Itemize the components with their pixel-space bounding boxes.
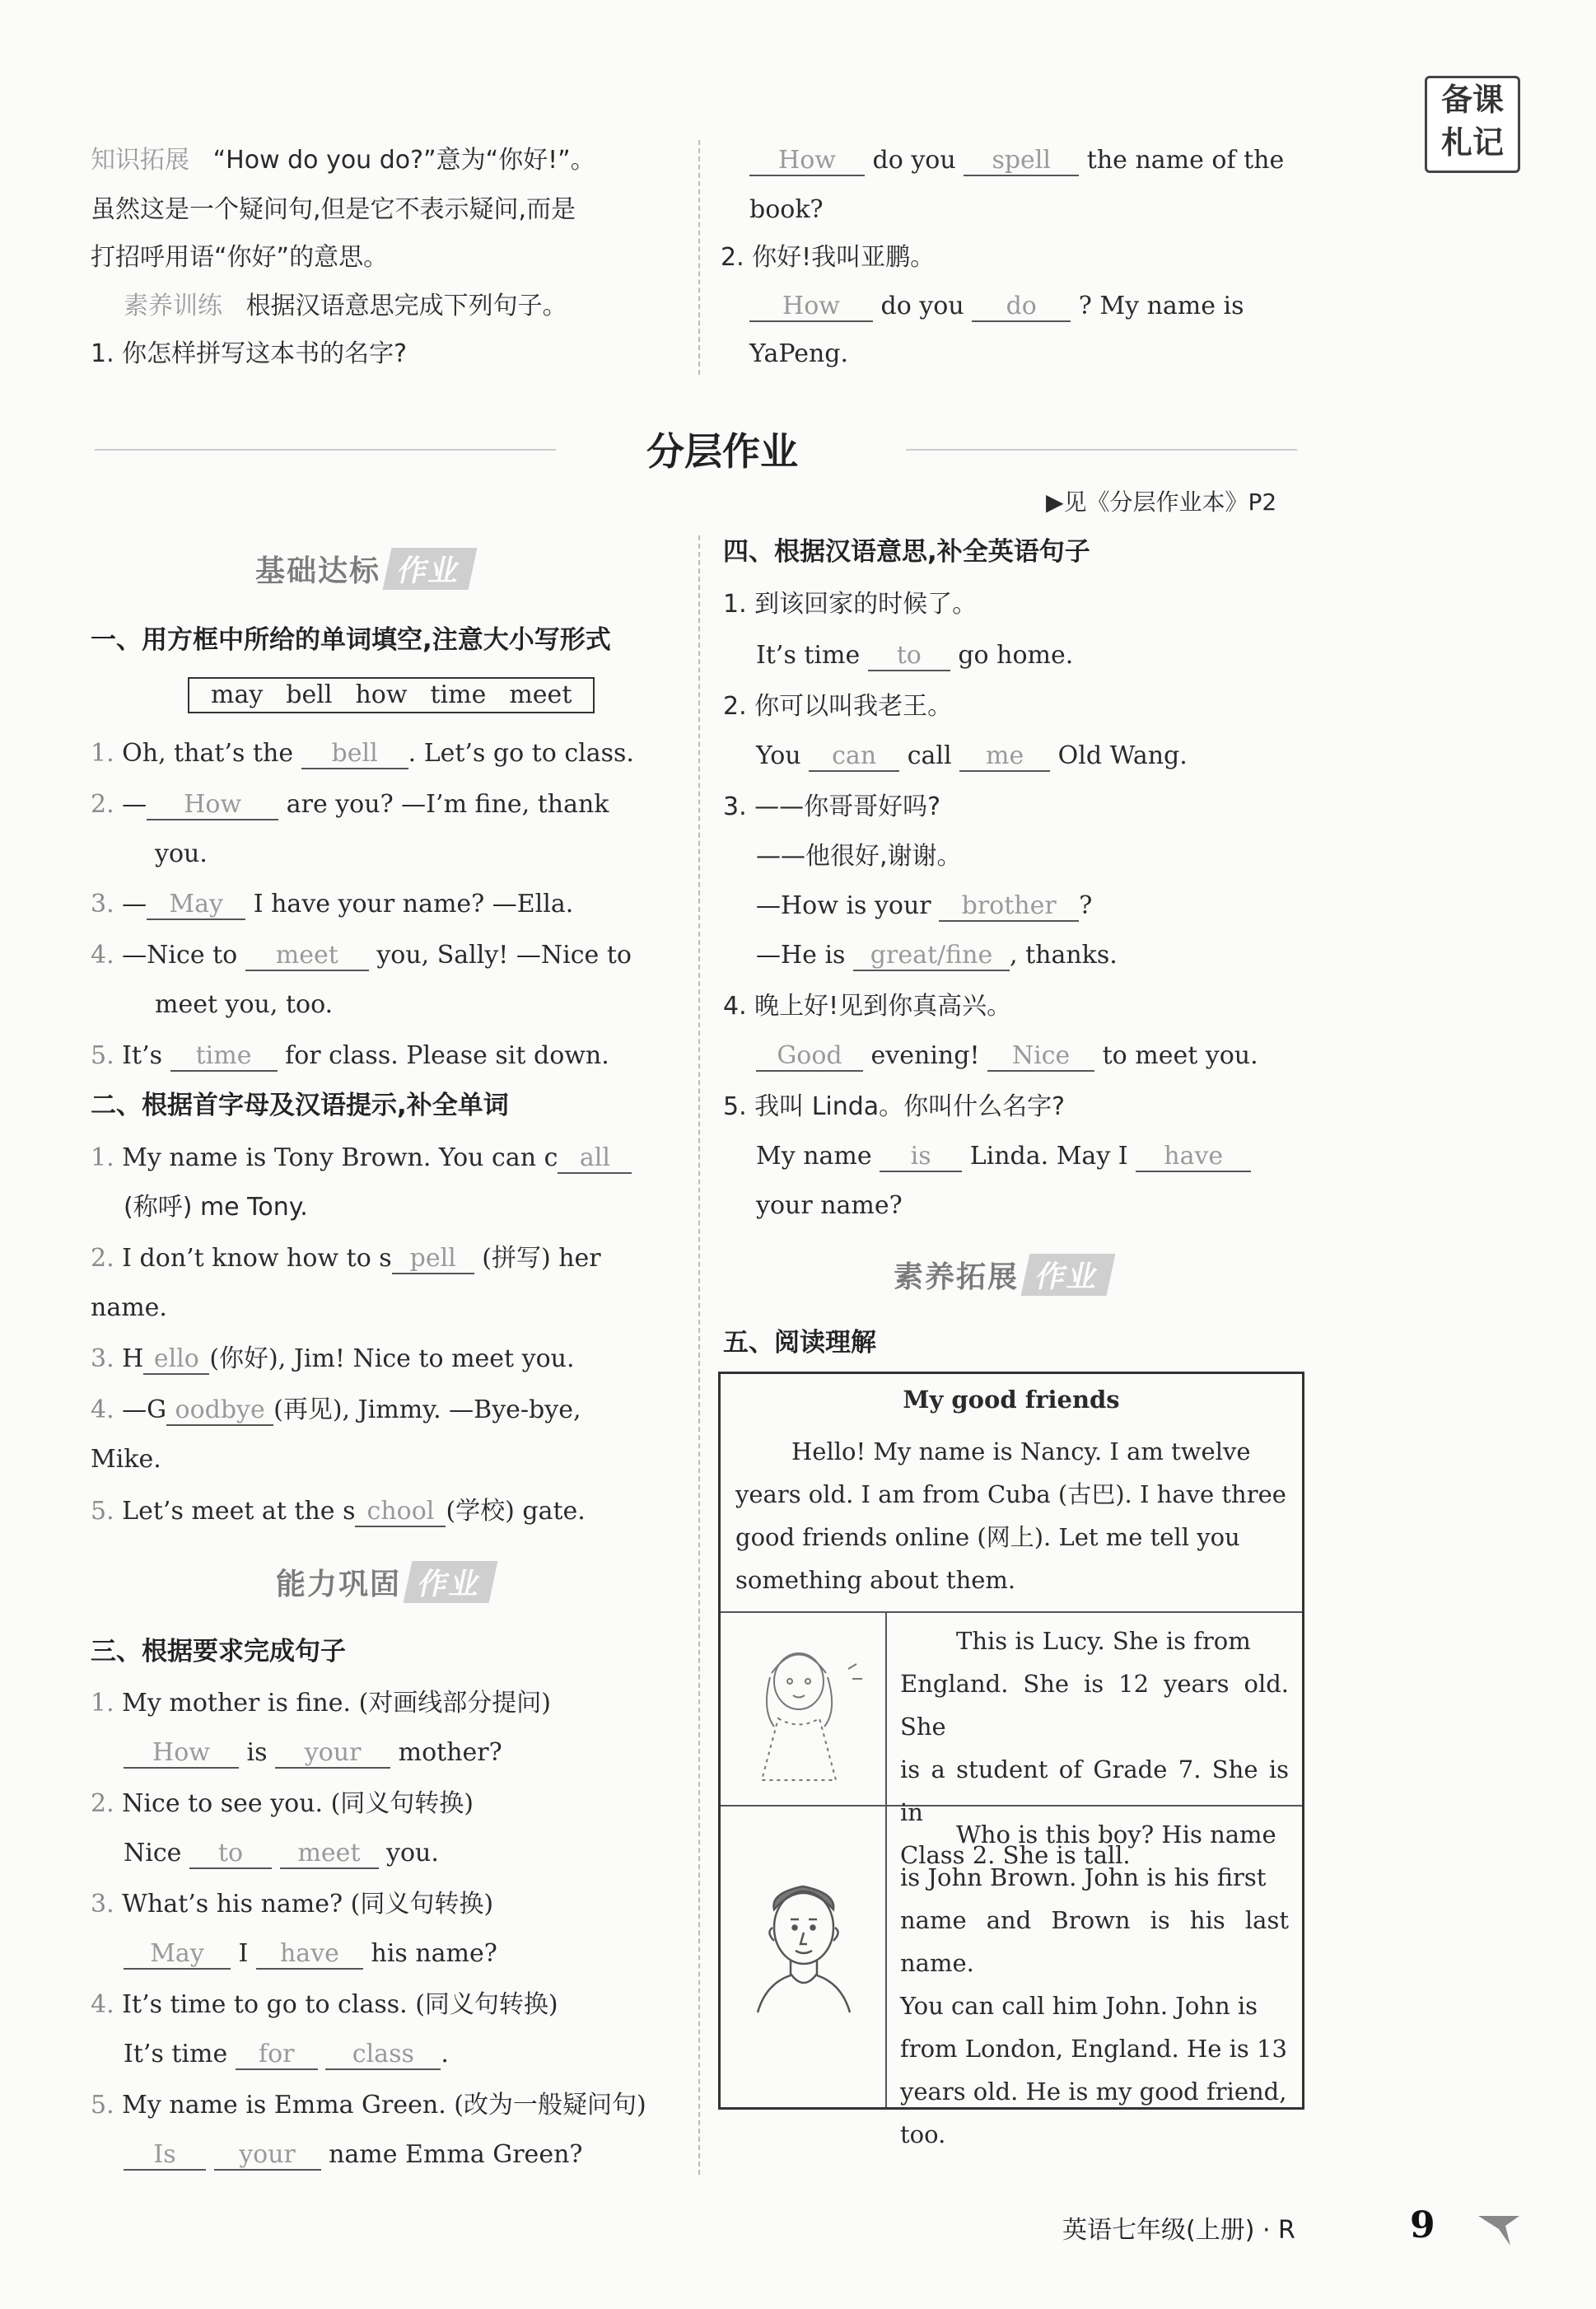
- s4-q2: 2. 你可以叫我老王。: [723, 692, 953, 721]
- girl-illustration-icon: [737, 1636, 869, 1793]
- intro-q1-cont: book?: [749, 195, 824, 224]
- john-line: years old. He is my good friend,: [900, 2078, 1287, 2106]
- text: ? My name is: [1078, 292, 1244, 320]
- answer-blank: spell: [964, 147, 1079, 176]
- text: Nice to see you. (同义句转换): [122, 1789, 474, 1818]
- s2-item-2-cont: name.: [91, 1293, 167, 1322]
- banner-title: 分层作业: [646, 429, 798, 474]
- answer-blank: bell: [301, 740, 408, 769]
- s1-item-4-cont: meet you, too.: [155, 990, 334, 1019]
- text: —: [122, 890, 147, 918]
- banner-rule-right: [906, 449, 1297, 451]
- basic-badge: [255, 548, 473, 590]
- s3-item-3-q: [91, 1888, 493, 1921]
- item-number: 2.: [91, 1244, 114, 1273]
- text: mother?: [398, 1738, 502, 1767]
- answer-blank: for: [236, 2040, 318, 2070]
- word-box: [188, 677, 595, 713]
- answer-blank: May: [147, 890, 245, 920]
- answer-blank: can: [809, 742, 899, 772]
- word-bell: bell: [286, 680, 333, 709]
- tip-line-3: 打招呼用语“你好”的意思。: [91, 243, 389, 272]
- answer-blank: oodbye: [166, 1396, 273, 1426]
- item-number: 5.: [91, 1041, 114, 1070]
- intro-line: years old. I am from Cuba (古巴). I have three: [735, 1480, 1286, 1508]
- word-may: may: [211, 680, 264, 709]
- section-1-title: 一、用方框中所给的单词填空,注意大小写形式: [91, 625, 611, 655]
- answer-blank: chool: [355, 1498, 446, 1527]
- text: Let’s meet at the s: [122, 1497, 356, 1526]
- text: name Emma Green?: [329, 2140, 583, 2169]
- text: My name is Emma Green. (改为一般疑问句): [122, 2091, 646, 2120]
- s4-q4: 4. 晚上好!见到你真高兴。: [723, 992, 1012, 1021]
- answer-blank: to: [189, 1839, 272, 1869]
- answer-blank: your: [275, 1739, 390, 1769]
- stamp-line-2: 札记: [1440, 124, 1504, 161]
- s3-item-2-a: [124, 1837, 439, 1870]
- tip-text-1: “How do you do?”意为“你好!”。: [212, 146, 595, 175]
- text: are you? —I’m fine, thank: [286, 790, 609, 819]
- s3-item-5-q: [91, 2089, 646, 2122]
- answer-blank: ello: [143, 1345, 209, 1375]
- lucy-line: Class 2. She is tall.: [900, 1841, 1131, 1869]
- s3-item-5-a: [124, 2138, 582, 2171]
- ability-badge-work: 作业: [404, 1561, 498, 1603]
- item-number: 2.: [91, 790, 114, 819]
- text: for class. Please sit down.: [285, 1041, 609, 1070]
- s1-item-2-cont: you.: [155, 839, 208, 868]
- item-number: 5.: [91, 1497, 114, 1526]
- answer-blank: me: [959, 742, 1050, 772]
- basic-badge-label: 基础达标: [255, 554, 381, 588]
- s3-item-4-q: [91, 1989, 558, 2022]
- answer-blank: do: [972, 292, 1071, 322]
- text: you, Sally! —Nice to: [376, 941, 632, 970]
- lucy-line: is a student of Grade 7. She is in: [900, 1755, 1289, 1826]
- item-number: 4.: [91, 941, 114, 970]
- s4-q1-a: [756, 639, 1073, 672]
- text: H: [122, 1344, 144, 1373]
- corner-arrow-icon: [1474, 2209, 1524, 2251]
- answer-blank: have: [256, 1940, 363, 1970]
- text: —How is your: [756, 891, 931, 920]
- text: to meet you.: [1102, 1041, 1258, 1070]
- text: It’s time to go to class. (同义句转换): [122, 1990, 558, 2019]
- col-divider: [885, 1611, 887, 2107]
- text: What’s his name? (同义句转换): [122, 1890, 494, 1919]
- text: I: [238, 1939, 249, 1968]
- intro-q1-answer-line: [749, 144, 1284, 177]
- answer-blank: How: [124, 1739, 239, 1769]
- s1-item-2: [91, 788, 609, 821]
- text: his name?: [371, 1939, 497, 1968]
- s3-item-3-a: [124, 1937, 497, 1970]
- answer-blank: all: [558, 1144, 632, 1174]
- text: go home.: [958, 641, 1074, 670]
- s4-q3-a2: [756, 939, 1118, 972]
- text: . Let’s go to class.: [408, 739, 634, 768]
- section-3-title: 三、根据要求完成句子: [91, 1637, 346, 1666]
- item-number: 1.: [91, 739, 114, 768]
- answer-blank: pell: [392, 1245, 474, 1274]
- text: (再见), Jimmy. —Bye-bye,: [273, 1395, 581, 1424]
- reading-intro: [735, 1430, 1287, 1601]
- extension-badge-work: 作业: [1021, 1254, 1116, 1296]
- stamp-line-1: 备课: [1440, 82, 1504, 118]
- basic-badge-work: 作业: [383, 548, 478, 590]
- intro-q2-cont: YaPeng.: [749, 339, 849, 368]
- answer-blank: time: [170, 1042, 278, 1072]
- answer-blank: is: [880, 1143, 962, 1172]
- text: (拼写) her: [482, 1244, 601, 1273]
- item-number: 2.: [91, 1789, 114, 1818]
- ability-badge: [276, 1561, 493, 1603]
- item-number: 4.: [91, 1990, 114, 2019]
- intro-q2: 2. 你好!我叫亚鹏。: [721, 243, 936, 272]
- s3-item-1-q: [91, 1687, 551, 1720]
- s4-q5: 5. 我叫 Linda。你叫什么名字?: [723, 1092, 1066, 1121]
- word-how: how: [355, 680, 408, 709]
- item-number: 1.: [91, 1143, 114, 1172]
- john-line: from London, England. He is 13: [900, 2035, 1287, 2063]
- intro-line: Hello! My name is Nancy. I am twelve: [791, 1437, 1251, 1465]
- reading-box: [718, 1372, 1304, 2148]
- s4-q3-a1: [756, 890, 1092, 923]
- item-number: 3.: [91, 1890, 114, 1919]
- s3-item-4-a: [124, 2038, 449, 2071]
- text: You: [756, 741, 801, 770]
- text: call: [907, 741, 952, 770]
- page-number: 9: [1410, 2204, 1435, 2246]
- item-number: 5.: [91, 2091, 114, 2120]
- s4-q1: 1. 到该回家的时候了。: [723, 590, 978, 619]
- text: the name of the: [1086, 146, 1285, 175]
- john-line: You can call him John. John is: [900, 1992, 1258, 2020]
- answer-blank: to: [868, 642, 950, 671]
- section-5-title: 五、阅读理解: [723, 1328, 876, 1358]
- text: —G: [122, 1395, 167, 1424]
- s4-q2-a: [756, 740, 1188, 773]
- word-meet: meet: [509, 680, 572, 709]
- s2-item-5: [91, 1495, 586, 1528]
- s1-item-1: [91, 737, 634, 770]
- answer-blank: May: [124, 1940, 231, 1970]
- s4-q4-a: [756, 1040, 1258, 1073]
- text: —Nice to: [122, 941, 238, 970]
- text: you.: [386, 1839, 439, 1867]
- train-tag: 素养训练: [124, 292, 222, 320]
- s4-q5-a: [756, 1140, 1251, 1173]
- answer-blank: your: [214, 2141, 321, 2171]
- text: do you: [880, 292, 964, 320]
- text: do you: [872, 146, 956, 175]
- text: It’s: [122, 1041, 163, 1070]
- corner-stamp: [1425, 76, 1520, 173]
- text: Linda. May I: [969, 1142, 1128, 1171]
- text: (你好), Jim! Nice to meet you.: [209, 1344, 575, 1373]
- footer-subject: 英语七年级(上册) · R: [1062, 2216, 1295, 2245]
- text: is: [246, 1738, 268, 1767]
- s2-item-1-cont: (称呼) me Tony.: [124, 1193, 308, 1222]
- train-line: [124, 290, 567, 323]
- item-number: 1.: [91, 1689, 114, 1718]
- intro-q1: 1. 你怎样拼写这本书的名字?: [91, 339, 408, 368]
- boy-illustration-icon: [741, 1868, 865, 2033]
- lucy-line: This is Lucy. She is from: [956, 1627, 1251, 1655]
- section-2-title: 二、根据首字母及汉语提示,补全单词: [91, 1091, 509, 1120]
- answer-blank: meet: [280, 1839, 379, 1869]
- text: evening!: [870, 1041, 980, 1070]
- text: , thanks.: [1010, 941, 1118, 970]
- text: ?: [1079, 891, 1093, 920]
- s2-item-4: [91, 1394, 581, 1427]
- text: (学校) gate.: [446, 1497, 586, 1526]
- s1-item-3: [91, 888, 573, 921]
- john-text: [900, 1813, 1289, 2156]
- text: Oh, that’s the: [122, 739, 294, 768]
- text: —: [122, 790, 147, 819]
- word-time: time: [430, 680, 487, 709]
- tip-line-1: [91, 144, 595, 177]
- tip-line-2: 虽然这是一个疑问句,但是它不表示疑问,而是: [91, 195, 576, 224]
- text: .: [441, 2040, 449, 2068]
- item-number: 4.: [91, 1395, 114, 1424]
- item-number: 3.: [91, 1344, 114, 1373]
- answer-blank: brother: [939, 892, 1079, 922]
- john-line: name and Brown is his last name.: [900, 1906, 1289, 1977]
- s2-item-2: [91, 1242, 601, 1275]
- intro-divider: [698, 140, 700, 375]
- answer-blank: Is: [124, 2141, 206, 2171]
- extension-badge-label: 素养拓展: [894, 1260, 1020, 1294]
- intro-line: something about them.: [735, 1566, 1016, 1594]
- text: It’s time: [124, 2040, 228, 2068]
- answer-blank: How: [147, 791, 278, 820]
- answer-blank: How: [749, 292, 873, 322]
- text: Nice: [124, 1839, 182, 1867]
- section-4-title: 四、根据汉语意思,补全英语句子: [723, 537, 1090, 567]
- banner-rule-left: [95, 449, 556, 451]
- workbook-reference: ▶见《分层作业本》P2: [1046, 488, 1277, 516]
- s3-item-1-a: [124, 1736, 502, 1769]
- text: My name: [756, 1142, 872, 1171]
- john-line: is John Brown. John is his first: [900, 1863, 1267, 1891]
- row-divider: [721, 1611, 1302, 1613]
- answer-blank: great/fine: [853, 942, 1010, 971]
- lucy-line: England. She is 12 years old. She: [900, 1670, 1289, 1741]
- answer-blank: have: [1136, 1143, 1251, 1172]
- john-line: too.: [900, 2120, 946, 2148]
- john-line: Who is this boy? His name: [956, 1821, 1276, 1849]
- s1-item-4: [91, 939, 632, 972]
- s3-item-2-q: [91, 1788, 474, 1821]
- answer-blank: Nice: [987, 1042, 1094, 1072]
- tip-tag: 知识拓展: [91, 146, 189, 175]
- column-divider: [698, 535, 700, 2175]
- s2-item-3: [91, 1343, 575, 1376]
- train-text: 根据汉语意思完成下列句子。: [245, 292, 567, 320]
- intro-q2-answer-line: [749, 290, 1244, 323]
- s4-q5-cont: your name?: [756, 1191, 903, 1220]
- text: My mother is fine. (对画线部分提问): [122, 1689, 551, 1718]
- s4-q3: 3. ——你哥哥好吗?: [723, 792, 941, 821]
- s4-q3-b: ——他很好,谢谢。: [756, 842, 962, 871]
- reading-title: My good friends: [903, 1386, 1120, 1414]
- s1-item-5: [91, 1040, 609, 1073]
- s2-item-1: [91, 1142, 632, 1175]
- intro-line: good friends online (网上). Let me tell you: [735, 1523, 1240, 1551]
- extension-badge: [894, 1254, 1111, 1296]
- text: It’s time: [756, 641, 861, 670]
- ability-badge-label: 能力巩固: [276, 1568, 402, 1601]
- answer-blank: How: [749, 147, 865, 176]
- answer-blank: Good: [756, 1042, 863, 1072]
- text: Old Wang.: [1057, 741, 1188, 770]
- text: I don’t know how to s: [122, 1244, 392, 1273]
- item-number: 3.: [91, 890, 114, 918]
- text: My name is Tony Brown. You can c: [122, 1143, 558, 1172]
- answer-blank: meet: [245, 942, 369, 971]
- s2-item-4-cont: Mike.: [91, 1445, 161, 1474]
- text: I have your name? —Ella.: [253, 890, 574, 918]
- text: —He is: [756, 941, 846, 970]
- answer-blank: class: [325, 2040, 441, 2070]
